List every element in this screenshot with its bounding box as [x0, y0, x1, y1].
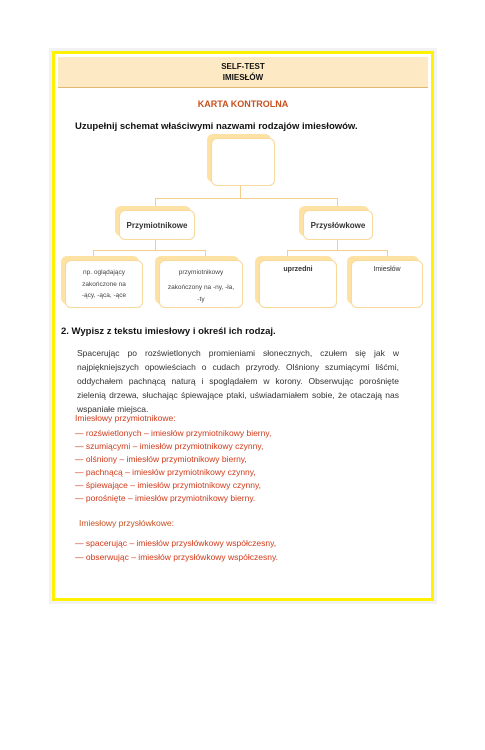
diagram-left-box	[119, 210, 195, 240]
connector-line	[240, 186, 241, 198]
connector-line	[93, 250, 94, 260]
diagram-leaf-4	[351, 260, 423, 308]
diagram-root-box	[211, 138, 275, 186]
diagram-leaf-2	[159, 260, 243, 308]
answer-line: — szumiącymi – imiesłów przymiotnikowy czynny,	[75, 441, 264, 451]
right-branch-label: Przysłówkowe	[310, 221, 366, 230]
leaf-1-line-2: zakończone na	[82, 281, 126, 288]
leaf-3-label: uprzedni	[283, 266, 313, 273]
answers-participles-adjectival	[75, 412, 405, 505]
diagram-leaf-3	[259, 260, 337, 308]
diagram-right-box	[303, 210, 373, 240]
header-subtitle: IMIESŁÓW	[222, 73, 264, 82]
answer-line: — obserwując – imiesłów przysłówkowy współczesny.	[75, 552, 278, 562]
answers-b-heading: Imiesłowy przysłówkowe:	[79, 518, 174, 528]
answer-line: — olśniony – imiesłów przymiotnikowy bierny,	[75, 454, 247, 464]
answer-line: — porośnięte – imiesłów przymiotnikowy bierny.	[75, 493, 256, 503]
answers-participles-adverbial	[75, 536, 278, 564]
connector-line	[155, 198, 156, 210]
diagram-leaf-1	[65, 260, 143, 308]
connector-line	[93, 250, 205, 251]
leaf-4-label: Imiesłów	[373, 266, 401, 273]
left-branch-label: Przymiotnikowe	[126, 221, 188, 230]
header-title: SELF-TEST	[221, 62, 265, 71]
connector-line	[155, 240, 156, 250]
answer-line: — rozświetlonych – imiesłów przymiotnikowy bierny,	[75, 428, 272, 438]
answer-line: — pachnącą – imiesłów przymiotnikowy czynny,	[75, 467, 256, 477]
task-2-instruction: 2. Wypisz z tekstu imiesłowy i określ ich rodzaj.	[61, 326, 276, 337]
reading-passage: Spacerując po rozświetlonych promieniami słonecznych, czułem się jak w najpiękniejszych opowieściach o cudach przyrody. Olśniony szumiącymi liśćmi, oddychałem pachnącą naturą i spoglądałem w korony. Obserwując porośnięte zielenią drzewa, słuchając śpiewające ptaki, uświadamiałem sobie, że otaczają nas wspaniałe miejsca.	[77, 348, 399, 414]
answer-line: — śpiewające – imiesłów przymiotnikowy czynny,	[75, 480, 261, 490]
connector-line	[155, 198, 337, 199]
answer-line: — spacerując – imiesłów przysłówkowy współczesny,	[75, 538, 277, 548]
leaf-1-line-3: -ący, -ąca, -ące	[81, 292, 127, 299]
worksheet-page	[49, 48, 437, 604]
imieslow-diagram	[55, 54, 431, 354]
task-1-instruction: Uzupełnij schemat właściwymi nazwami rodzajów imiesłowów.	[75, 121, 358, 132]
leaf-2-line-2: zakończony na -ny, -ła,	[167, 284, 235, 291]
connector-line	[287, 250, 288, 260]
connector-line	[337, 198, 338, 210]
connector-line	[205, 250, 206, 260]
leaf-1-line-1: np. oglądający	[83, 269, 125, 276]
connector-line	[287, 250, 387, 251]
connector-line	[337, 240, 338, 250]
card-title: KARTA KONTROLNA	[197, 99, 289, 109]
leaf-2-line-1: przymiotnikowy	[178, 269, 224, 276]
answers-a-heading: Imiesłowy przymiotnikowe:	[75, 413, 176, 423]
leaf-2-line-3: -ty	[197, 296, 205, 303]
connector-line	[387, 250, 388, 260]
yellow-frame	[52, 51, 434, 601]
